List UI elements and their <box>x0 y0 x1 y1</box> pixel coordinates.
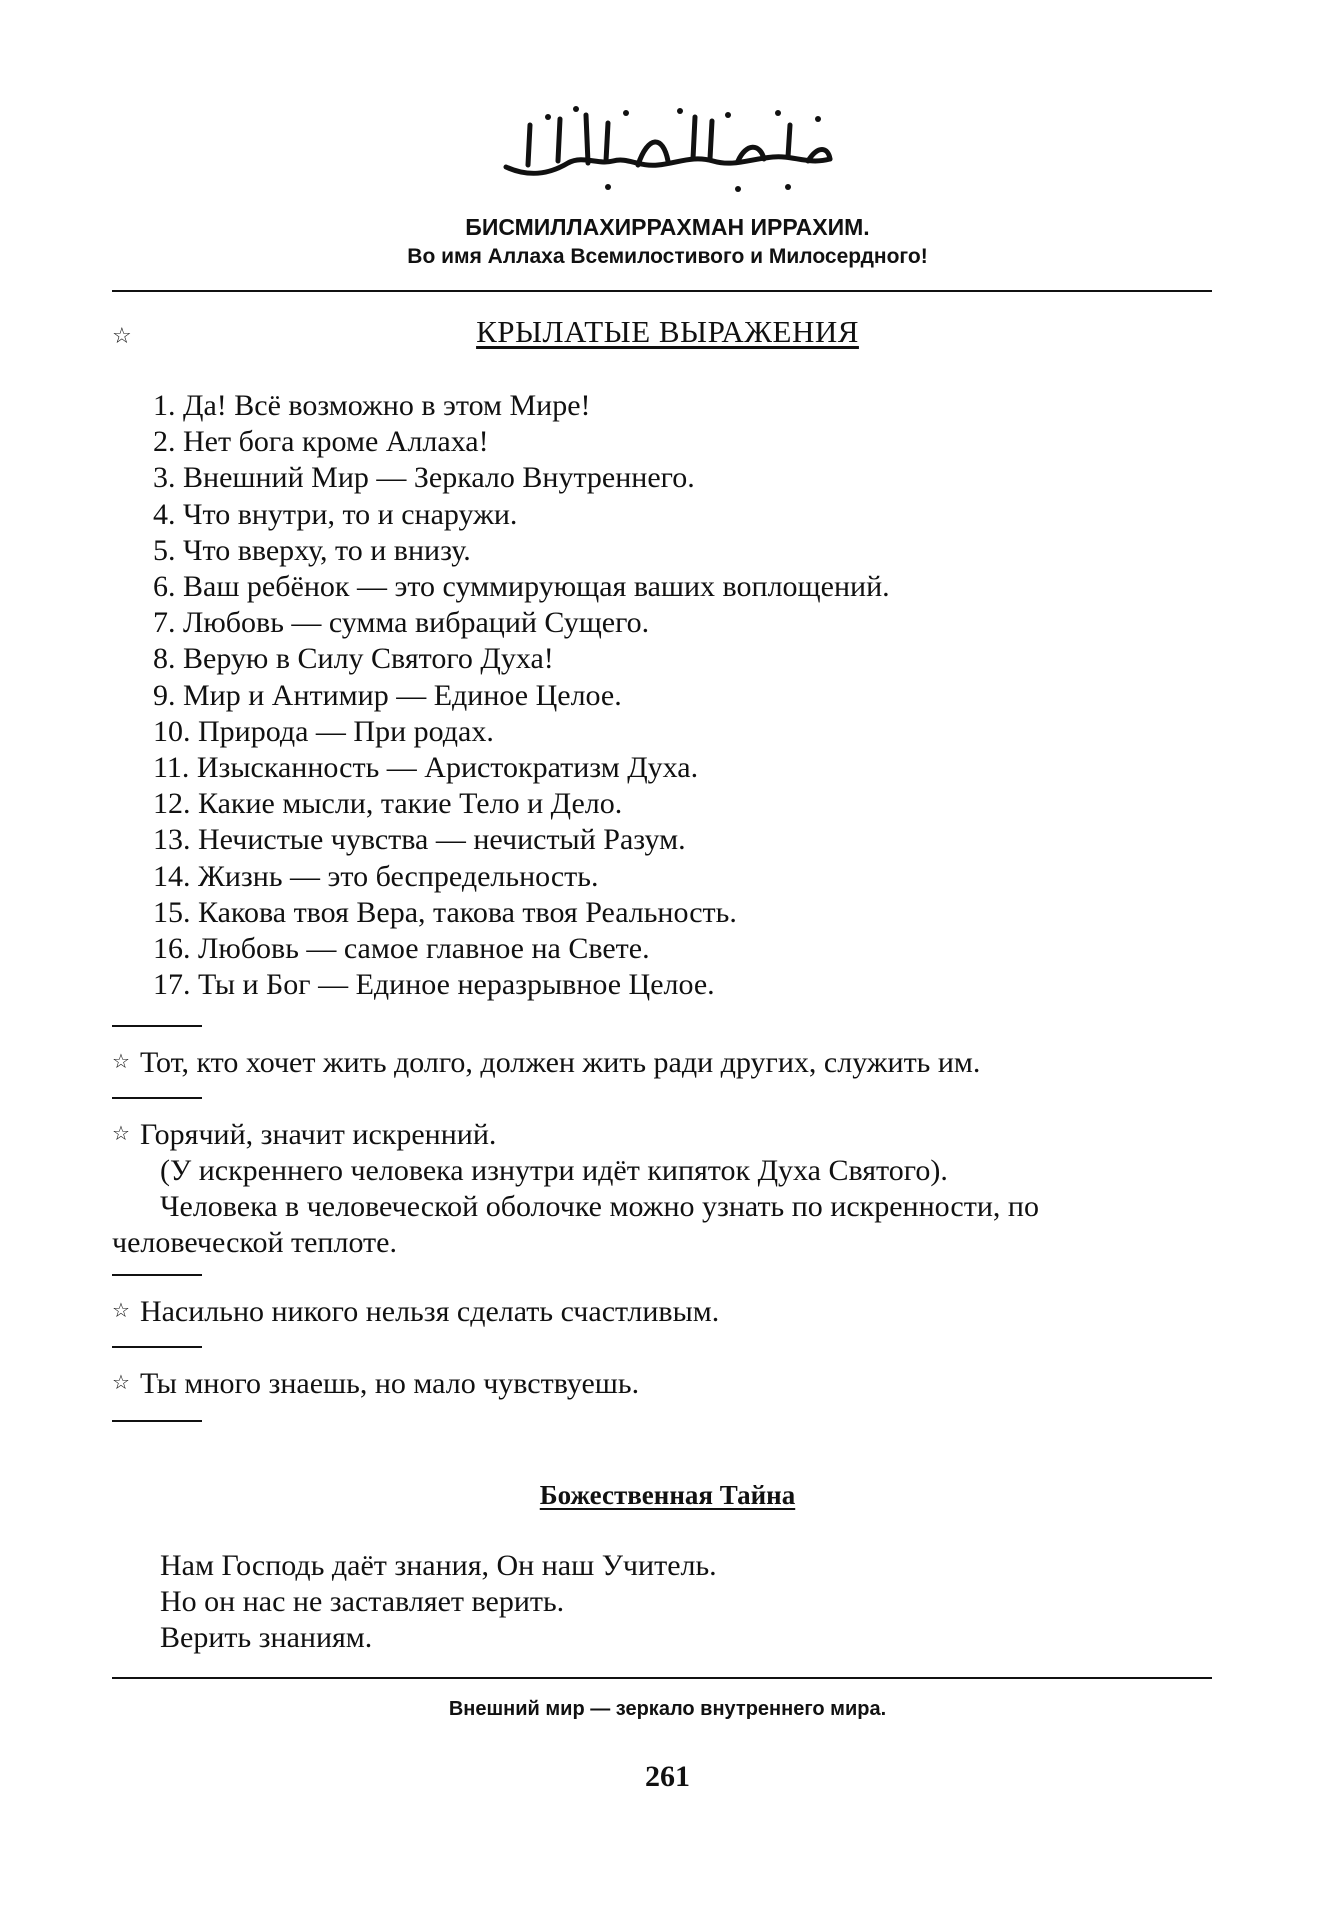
header-rule <box>112 290 1212 292</box>
list-item: 17. Ты и Бог — Единое неразрывное Целое. <box>153 968 715 1002</box>
saying-text: Тот, кто хочет жить долго, должен жить ради других, служить им. <box>139 1046 981 1079</box>
saying <box>112 1294 719 1332</box>
separator <box>112 1097 202 1099</box>
list-item: 4. Что внутри, то и снаружи. <box>153 497 518 531</box>
saying-text: Ты много знаешь, но мало чувствуешь. <box>139 1367 640 1400</box>
poem-line: Нам Господь даёт знания, Он наш Учитель. <box>160 1549 717 1582</box>
saying-text: Насильно никого нельзя сделать счастливым. <box>139 1295 720 1328</box>
star-icon: ☆ <box>112 1121 130 1145</box>
saying <box>112 1045 980 1083</box>
saying <box>112 1366 639 1404</box>
subsection-title: Божественная Тайна <box>539 1480 796 1510</box>
list-item: 14. Жизнь — это беспредельность. <box>153 859 599 893</box>
separator <box>112 1025 202 1027</box>
poem-line: Но он нас не заставляет верить. <box>160 1585 565 1618</box>
saying-text: Горячий, значит искренний. <box>139 1118 497 1151</box>
list-item: 12. Какие мысли, такие Тело и Дело. <box>153 787 623 821</box>
separator <box>112 1274 202 1276</box>
list-item: 6. Ваш ребёнок — это суммирующая ваших воплощений. <box>153 570 890 604</box>
separator <box>112 1420 202 1422</box>
list-item: 15. Какова твоя Вера, такова твоя Реальность. <box>153 895 737 929</box>
list-item: 7. Любовь — сумма вибраций Сущего. <box>153 606 650 640</box>
star-icon: ☆ <box>112 1298 130 1322</box>
bismillah-translation: Во имя Аллаха Всемилостивого и Милосердного! <box>407 245 928 268</box>
separator <box>112 1346 202 1348</box>
list-item: 13. Нечистые чувства — нечистый Разум. <box>153 823 686 857</box>
list-item: 8. Верую в Силу Святого Духа! <box>153 642 554 676</box>
calligraphy-image <box>488 95 848 205</box>
list-item: 11. Изысканность — Аристократизм Духа. <box>153 751 699 785</box>
list-item: 10. Природа — При родах. <box>153 714 494 748</box>
saying <box>112 1117 496 1155</box>
saying-text: (У искреннего человека изнутри идёт кипяток Духа Святого). <box>160 1154 948 1187</box>
bismillah-calligraphy <box>0 95 1335 205</box>
star-icon: ☆ <box>112 324 132 349</box>
poem-line: Верить знаниям. <box>160 1621 373 1654</box>
list-item: 16. Любовь — самое главное на Свете. <box>153 932 650 966</box>
section-title: КРЫЛАТЫЕ ВЫРАЖЕНИЯ <box>476 314 859 349</box>
list-item: 1. Да! Всё возможно в этом Мире! <box>153 389 591 422</box>
page-number: 261 <box>645 1760 690 1793</box>
poem <box>160 1548 717 1656</box>
list-item: 5. Что вверху, то и внизу. <box>153 533 471 567</box>
saying-text: Человека в человеческой оболочке можно узнать по искренности, по <box>160 1190 1039 1223</box>
list-item: 3. Внешний Мир — Зеркало Внутреннего. <box>153 461 695 495</box>
bismillah-transliteration: БИСМИЛЛАХИРРАХМАН ИРРАХИМ. <box>465 214 870 240</box>
phrase-list <box>153 388 890 1003</box>
saying-text: человеческой теплоте. <box>112 1226 397 1259</box>
list-item: 2. Нет бога кроме Аллаха! <box>153 425 489 459</box>
star-icon: ☆ <box>112 1049 130 1073</box>
list-item: 9. Мир и Антимир — Единое Целое. <box>153 678 622 712</box>
footer-rule <box>112 1677 1212 1679</box>
running-footer: Внешний мир — зеркало внутреннего мира. <box>448 1698 887 1720</box>
star-icon: ☆ <box>112 1370 130 1394</box>
